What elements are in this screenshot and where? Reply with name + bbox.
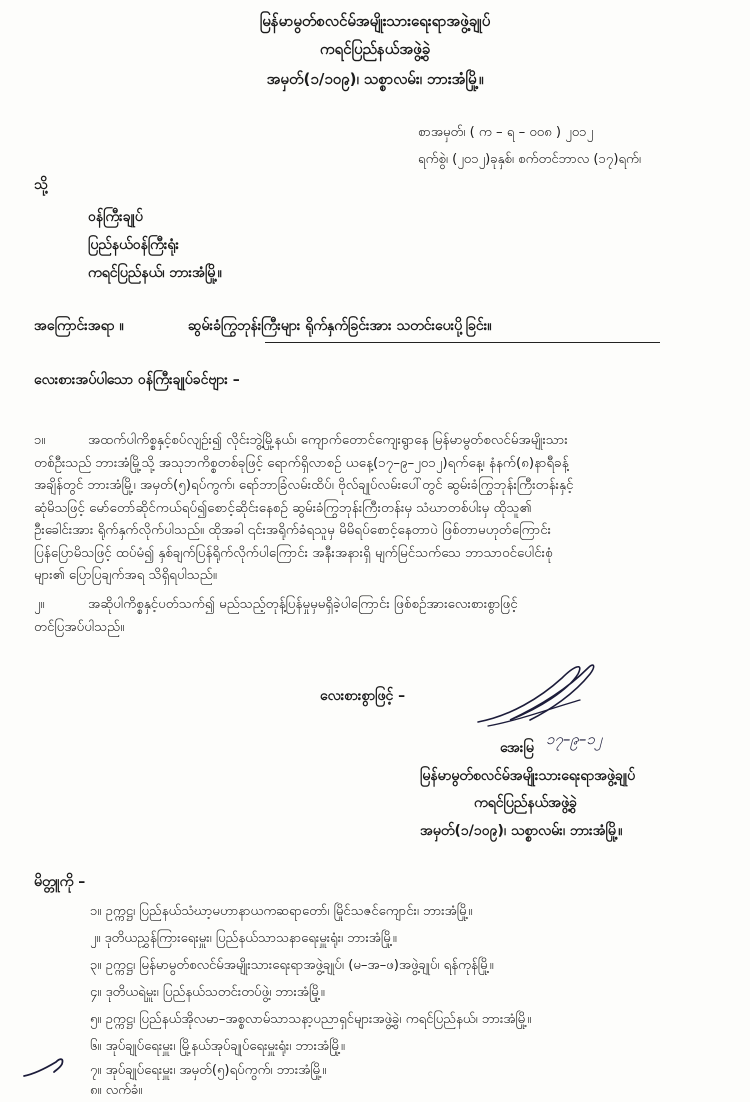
signature-scribble	[470, 656, 610, 736]
to-line3: ကရင်ပြည်နယ်၊ ဘားအံမြို့။	[88, 265, 222, 281]
paragraph-1-line: ဆုံမိသဖြင့် မော်တော်ဆိုင်ကယ်ရပ်၍စောင့်ဆိုင်းနေစဉ် ဆွမ်းခံကြွဘုန်းကြီးတန်းမှ သံဃာတစ်ပါးမှ ထိုသူ၏	[34, 500, 532, 516]
header-address: အမှတ်(၁/၁၀၉)၊ သစ္စာလမ်း၊ ဘားအံမြို့။	[266, 70, 484, 88]
subject-text: ဆွမ်းခံကြွဘုန်းကြီးများ ရိုက်နှက်ခြင်းအား သတင်းပေးပို့ခြင်း။	[188, 318, 492, 334]
header-org-line2: ကရင်ပြည်နယ်အဖွဲ့ခွဲ	[319, 40, 431, 58]
copy-item: ၄။ ဒုတိယရဲမှူး၊ ပြည်နယ်သတင်းတပ်ဖွဲ့၊ ဘားအံမြို့။	[90, 985, 325, 1000]
copy-item: ၆။ အုပ်ချုပ်ရေးမှူး၊ မြို့နယ်အုပ်ချုပ်ရေးမှူးရုံး၊ ဘားအံမြို့။	[90, 1039, 345, 1054]
copy-item: ၃။ ဥက္ကဋ္ဌ၊ မြန်မာမွတ်စလင်မ်အမျိုးသားရေးရာအဖွဲ့ချုပ်၊ (မ–အ–ဖ)အဖွဲ့ချုပ်၊ ရန်ကုန်မြို့။	[90, 958, 494, 973]
salutation: လေးစားအပ်ပါသော ဝန်ကြီးချုပ်ခင်ဗျား –	[34, 372, 240, 388]
signature-org-line1: မြန်မာမွတ်စလင်မ်အမျိုးသားရေးရာအဖွဲ့ချုပ်	[420, 768, 636, 784]
letter-number: စာအမှတ်၊ ( က – ရ – ၀၀၈ ) ၂၀၁၂	[418, 125, 594, 140]
paragraph-1-line: တစ်ဦးသည် ဘားအံမြို့သို့ အသုဘကိစ္စတစ်ခုဖြင့် ရောက်ရှိလာစဉ် ယနေ့(၁၇–၉–၂၀၁၂)ရက်နေ့၊ နံနက်(၈)နာရီခန့်	[34, 455, 569, 471]
paragraph-1-line: များ၏ ပြောပြချက်အရ သိရှိရပါသည်။	[34, 568, 217, 583]
subject-underline	[265, 342, 660, 343]
to-line2: ပြည်နယ်ဝန်ကြီးရုံး	[88, 237, 180, 253]
paragraph-1-line: ပြန်ပြောမိသဖြင့် ထပ်မံ၍ နှစ်ချက်ပြန်ရိုက်လိုက်ပါကြောင်း အနီးအနားရှိ မျက်မြင်သက်သေ ဘာသာဝင်ပေါင်းစုံ	[34, 545, 553, 561]
paragraph-2-number: ၂။	[34, 597, 45, 612]
copy-item: ၇။ အုပ်ချုပ်ရေးမှူး၊ အမှတ်(၅)ရပ်ကွက်၊ ဘားအံမြို့။	[90, 1063, 327, 1078]
copy-item: ၁။ ဥက္ကဋ္ဌ၊ ပြည်နယ်သံဃာ့မဟာနာယကဆရာတော်၊ မြိုင်သဇင်ကျောင်း၊ ဘားအံမြို့။	[90, 904, 473, 919]
paragraph-1-line: အချိန်တွင် ဘားအံမြို့၊ အမှတ်(၅)ရပ်ကွက်၊ ရော်ဘာခြံလမ်းထိပ်၊ ဗိုလ်ချုပ်လမ်းပေါ်တွင် ဆွမ်းခံကြွဘုန်းကြီးတန်းနှင့်	[34, 478, 574, 493]
copies-label: မိတ္တူကို –	[34, 874, 86, 890]
copy-item: ၅။ ဥက္ကဋ္ဌ၊ ပြည်နယ်အိုလမာ–အစ္စလာမ်သာသနာ့ပညာရှင်များအဖွဲ့ခွဲ၊ ကရင်ပြည်နယ်၊ ဘားအံမြို့။	[90, 1012, 532, 1027]
subject-label: အကြောင်းအရာ ။	[34, 318, 124, 334]
paragraph-1	[34, 430, 728, 588]
signature-org-line2: ကရင်ပြည်နယ်အဖွဲ့ခွဲ	[474, 795, 577, 811]
to-line1: ဝန်ကြီးချုပ်	[88, 209, 143, 225]
signature-address: အမှတ်(၁/၁၀၉)၊ သစ္စာလမ်း၊ ဘားအံမြို့။	[420, 823, 623, 839]
handwritten-date: ၁၇–၉–၁၂	[546, 730, 603, 748]
paragraph-2-line: တင်ပြအပ်ပါသည်။	[34, 619, 125, 635]
paragraph-2-line: အဆိုပါကိစ္စနှင့်ပတ်သက်၍ မည်သည့်တုန့်ပြန်မှုမှမရှိခဲ့ပါကြောင်း ဖြစ်စဉ်အားလေးစားစွာဖြင့်	[88, 597, 518, 612]
copy-item: ၈။ လက်ခံ။	[90, 1083, 143, 1098]
copy-item: ၂။ ဒုတိယညွှန်ကြားရေးမှူး၊ ပြည်နယ်သာသနာရေးမှူးရုံး၊ ဘားအံမြို့။	[90, 931, 397, 946]
to-label: သို့	[34, 177, 48, 193]
handwritten-tick-mark	[20, 1052, 80, 1082]
paragraph-1-number: ၁။	[34, 433, 46, 448]
paragraph-2	[34, 594, 728, 639]
header-org-line1: မြန်မာမွတ်စလင်မ်အမျိုးသားရေးရာအဖွဲ့ချုပ်	[259, 12, 491, 30]
letter-date: ရက်စွဲ၊ (၂၀၁၂)ခုနှစ်၊ စက်တင်ဘာလ (၁၇)ရက်၊	[418, 152, 642, 167]
paragraph-1-line: အထက်ပါကိစ္စနှင့်စပ်လျဉ်း၍ လိုင်းဘွဲ့မြို့နယ်၊ ကျောက်တောင်ကျေးရွာနေ မြန်မာမွတ်စလင်မ်အမျိုးသား	[88, 433, 568, 448]
paragraph-1-line: ဦးခေါင်းအား ရိုက်နှက်လိုက်ပါသည်။ ထိုအခါ ၎င်းအရိုက်ခံရသူမှ မိမိရပ်စောင့်နေတာပဲ ဖြစ်တာမဟုတ်ကြောင်း	[34, 523, 552, 538]
closing: လေးစားစွာဖြင့် –	[320, 688, 406, 704]
signatory-name: အေးမြ	[500, 740, 534, 756]
